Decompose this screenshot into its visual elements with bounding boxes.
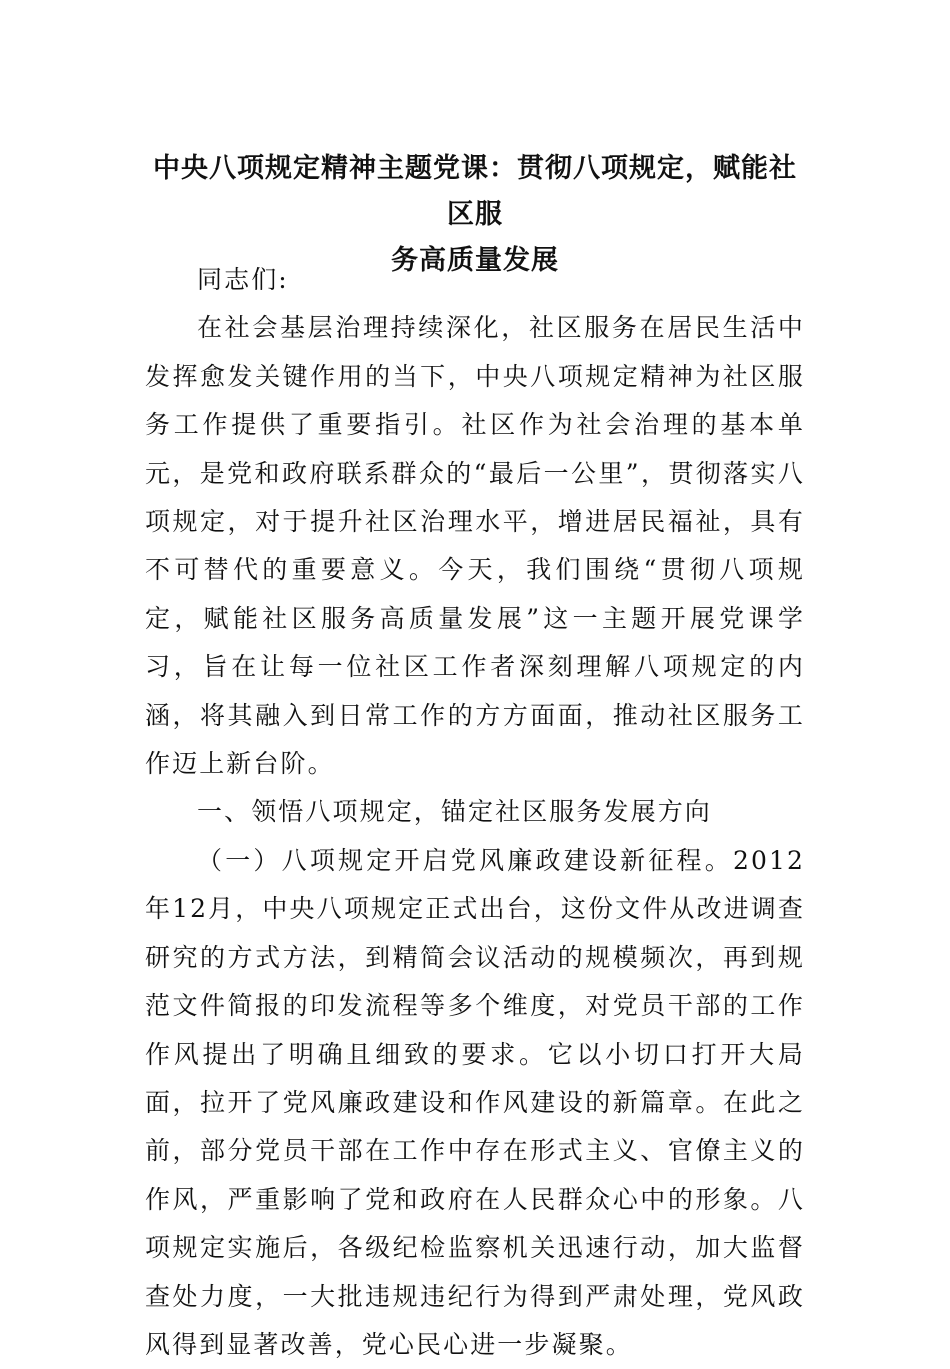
title-line-2: 务高质量发展 — [391, 245, 559, 276]
paragraph-intro: 在社会基层治理持续深化，社区服务在居民生活中发挥愈发关键作用的当下，中央八项规定精神为社区服务工作提供了重要指引。社区作为社会治理的基本单元，是党和政府联系群众的“最后一公里”，贯彻落实八项规定，对于提升社区治理水平，增进居民福祉，具有不可替代的重要意义。今天，我们围绕“贯彻八项规定，赋能社区服务高质量发展”这一主题开展党课学习，旨在让每一位社区工作者深刻理解八项规定的内涵，将其融入到日常工作的方方面面，推动社区服务工作迈上新台阶。 — [145, 313, 805, 779]
document-body — [145, 256, 805, 1369]
paragraph-subsection-1: （一）八项规定开启党风廉政建设新征程。2012年12月，中央八项规定正式出台，这份文件从改进调查研究的方式方法，到精简会议活动的规模频次，再到规范文件简报的印发流程等多个维度，对党员干部的工作作风提出了明确且细致的要求。它以小切口打开大局面，拉开了党风廉政建设和作风建设的新篇章。在此之前，部分党员干部在工作中存在形式主义、官僚主义的作风，严重影响了党和政府在人民群众心中的形象。八项规定实施后，各级纪检监察机关迅速行动，加大监督查处力度，一大批违规违纪行为得到严肃处理，党风政风得到显著改善，党心民心进一步凝聚。 — [145, 845, 805, 1359]
section-heading-1: 一、领悟八项规定，锚定社区服务发展方向 — [197, 797, 712, 827]
title-line-1: 中央八项规定精神主题党课：贯彻八项规定，赋能社区服 — [153, 153, 797, 230]
salutation: 同志们: — [197, 265, 289, 294]
